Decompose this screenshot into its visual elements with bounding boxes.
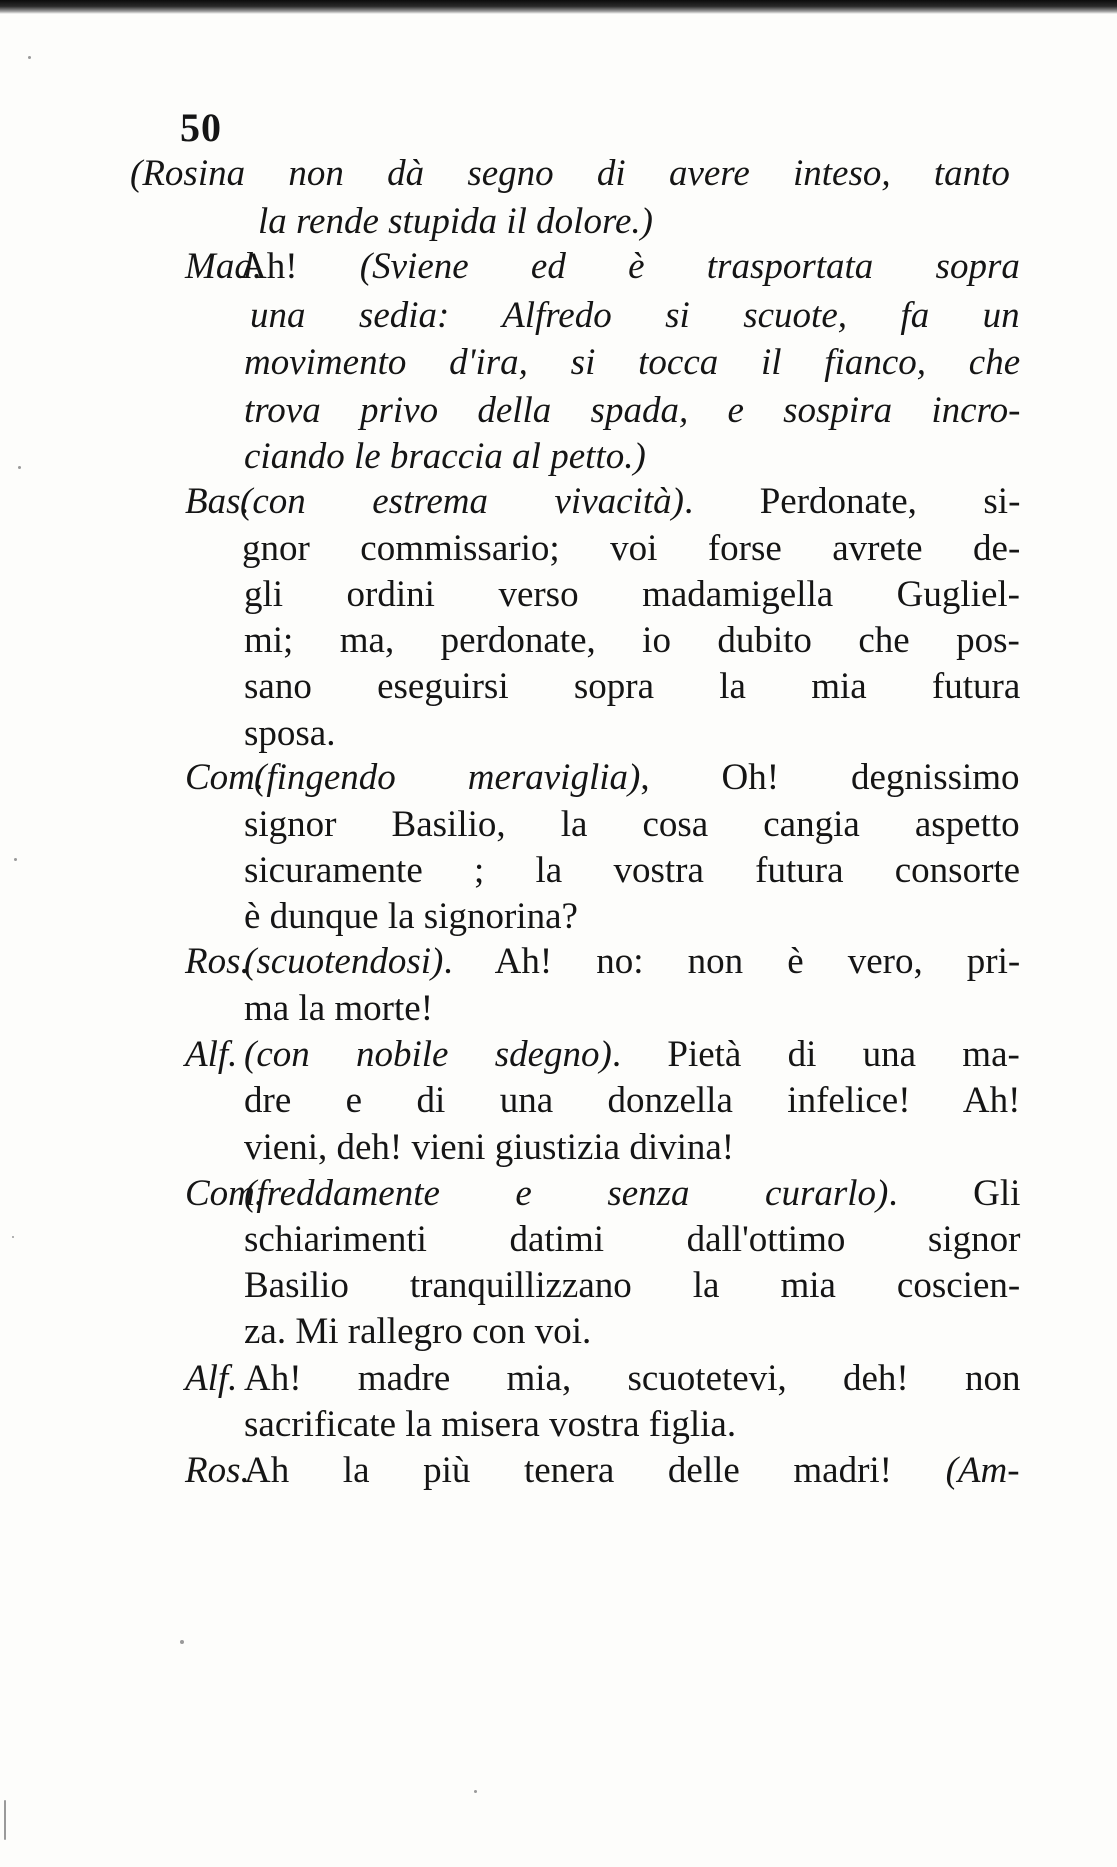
spoken-text: sacrificate la misera vostra figlia.: [244, 1404, 737, 1445]
speaker-label: Alf.: [185, 1034, 238, 1075]
spoken-text: dre e di una donzella infelice! Ah!: [244, 1080, 1021, 1121]
dialogue-line: [254, 752, 1020, 804]
stage-direction: una sedia: Alfredo si scuote, fa un: [250, 295, 1020, 336]
text-line: [244, 983, 433, 1035]
spoken-text: ma la morte!: [244, 988, 434, 1029]
text-line: [244, 337, 1020, 389]
text-line: [244, 845, 1020, 897]
spoken-text: za. Mi rallegro con voi.: [244, 1311, 592, 1352]
spoken-text: sposa.: [244, 713, 336, 754]
spoken-text: schiarimenti datimi dall'ottimo signor: [244, 1219, 1021, 1260]
stage-direction: (con nobile sdegno): [244, 1034, 612, 1075]
stage-direction: (Rosina non dà segno di avere inteso, tanto: [130, 153, 1010, 194]
text-line: [244, 569, 1020, 621]
stage-direction: (freddamente e senza curarlo): [244, 1173, 889, 1214]
text-line: [244, 1075, 1020, 1127]
spoken-text: . Gli: [888, 1173, 1021, 1214]
dialogue-line: [244, 1445, 1020, 1497]
spoken-text: Ah! madre mia, scuotetevi, deh! non: [244, 1358, 1021, 1399]
text-line: [244, 1306, 591, 1358]
dialogue-line: [240, 241, 1020, 293]
speaker-label: Com.: [185, 757, 265, 798]
stage-direction: (fingendo meraviglia): [254, 757, 641, 798]
spoken-text: sicuramente ; la vostra futura consorte: [244, 850, 1021, 891]
paper-speck: [474, 1790, 477, 1793]
spoken-text: è dunque la signorina?: [244, 896, 578, 937]
text-line: [130, 148, 1010, 200]
dialogue-line: [244, 1353, 1020, 1405]
spoken-text: . Perdonate, si-: [683, 481, 1021, 522]
stage-direction: (Am-: [945, 1450, 1020, 1491]
spoken-text: gnor commissario; voi forse avrete de-: [242, 528, 1021, 569]
spoken-text: signor Basilio, la cosa cangia aspetto: [244, 804, 1020, 845]
text-line: [244, 1399, 736, 1451]
speaker-label: Bas.: [185, 481, 250, 522]
paper-speck: [14, 858, 17, 861]
text-line: [244, 661, 1020, 713]
text-line: [250, 290, 1020, 342]
dialogue-line: [244, 1168, 1020, 1220]
stage-direction: trova privo della spada, e sospira incro-: [244, 390, 1021, 431]
dialogue-line: [244, 936, 1020, 988]
text-line: [244, 1122, 734, 1174]
paper-speck: [12, 1236, 14, 1238]
spoken-text: , Oh! degnissimo: [640, 757, 1020, 798]
spoken-text: Ah la più tenera delle madri!: [244, 1450, 946, 1491]
spoken-text: sano eseguirsi sopra la mia futura: [244, 666, 1021, 707]
spoken-text: mi; ma, perdonate, io dubito che pos-: [244, 620, 1020, 661]
paper-speck: [18, 466, 21, 469]
stage-direction: ciando le braccia al petto.): [244, 436, 646, 477]
spoken-text: vieni, deh! vieni giustizia divina!: [244, 1127, 735, 1168]
text-line: [244, 799, 1020, 851]
dialogue-line: [244, 1029, 1020, 1081]
speaker-label: Mad.: [185, 246, 263, 287]
spoken-text: . Ah! no: non è vero, pri-: [443, 941, 1021, 982]
text-line: [244, 615, 1020, 667]
stage-direction: movimento d'ira, si tocca il fianco, che: [244, 342, 1021, 383]
page-number: 50: [180, 105, 222, 150]
stage-direction: (con estrema vivacità): [240, 481, 684, 522]
text-line: [244, 1214, 1020, 1266]
speaker-label: Ros.: [185, 941, 250, 982]
text-line: [242, 523, 1020, 575]
stage-direction: la rende stupida il dolore.): [258, 201, 653, 242]
spoken-text: Basilio tranquillizzano la mia coscien-: [244, 1265, 1021, 1306]
paper-speck: [4, 1800, 6, 1840]
dialogue-line: [240, 476, 1020, 528]
speaker-label: Ros.: [185, 1450, 250, 1491]
spoken-text: . Pietà di una ma-: [611, 1034, 1020, 1075]
speaker-label: Alf.: [185, 1358, 238, 1399]
stage-direction: (Sviene ed è trasportata sopra: [359, 246, 1020, 287]
spoken-text: Ah!: [240, 246, 360, 287]
paper-speck: [180, 1640, 184, 1644]
text-line: [244, 385, 1020, 437]
paper-speck: [28, 56, 31, 59]
spoken-text: gli ordini verso madamigella Gugliel-: [244, 574, 1020, 615]
speaker-label: Com.: [185, 1173, 265, 1214]
text-line: [244, 1260, 1020, 1312]
stage-direction: (scuotendosi): [244, 941, 444, 982]
